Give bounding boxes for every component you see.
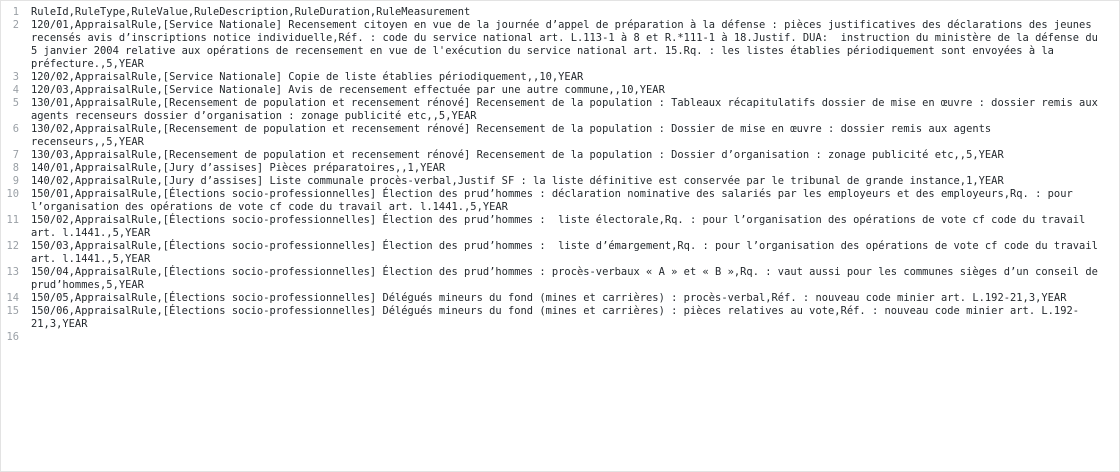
vertical-scrollbar[interactable] xyxy=(1111,1,1119,471)
line-number: 8 xyxy=(12,162,19,174)
line-number: 2 xyxy=(12,19,19,31)
line-text[interactable]: 130/02,AppraisalRule,[Recensement de population et recensement rénové] Recensement de la population : Dossier de mise en œuvre : dossier remis aux agents recenseurs,,5,YEAR xyxy=(31,123,998,148)
line-number: 10 xyxy=(6,188,19,200)
code-line[interactable] xyxy=(1,175,1119,188)
line-text[interactable]: 150/01,AppraisalRule,[Élections socio-professionnelles] Élection des prud’hommes : déclaration nominative des salariés par les employeurs et des employeurs,Rq. : pour l’organisation des opérations de vote cf code du travail art. l.1441.,5,YEAR xyxy=(31,188,1080,213)
line-number: 3 xyxy=(12,71,19,83)
line-number: 4 xyxy=(12,84,19,96)
code-line[interactable] xyxy=(1,331,1119,344)
line-number: 5 xyxy=(12,97,19,109)
line-text[interactable]: 140/02,AppraisalRule,[Jury d’assises] Liste communale procès-verbal,Justif SF : la liste définitive est conservée par le tribunal de grande instance,1,YEAR xyxy=(31,175,1004,187)
line-text[interactable]: 120/03,AppraisalRule,[Service Nationale] Avis de recensement effectuée par une autre commune,,10,YEAR xyxy=(31,84,665,96)
code-line[interactable] xyxy=(1,71,1119,84)
code-lines[interactable] xyxy=(1,1,1119,344)
line-number: 11 xyxy=(6,214,19,226)
line-text[interactable]: 150/05,AppraisalRule,[Élections socio-professionnelles] Délégués mineurs du fond (mines et carrières) : procès-verbal,Réf. : nouveau code minier art. L.192-21,3,YEAR xyxy=(31,292,1067,304)
line-number: 15 xyxy=(6,305,19,317)
line-number: 9 xyxy=(12,175,19,187)
code-line[interactable] xyxy=(1,188,1119,214)
code-line[interactable] xyxy=(1,123,1119,149)
line-number: 14 xyxy=(6,292,19,304)
line-number: 13 xyxy=(6,266,19,278)
line-text[interactable]: 150/03,AppraisalRule,[Élections socio-professionnelles] Élection des prud’hommes : liste d’émargement,Rq. : pour l’organisation des opérations de vote cf code du travail art. l.1441.,5,YEAR xyxy=(31,240,1105,265)
code-line[interactable] xyxy=(1,162,1119,175)
line-text[interactable]: 140/01,AppraisalRule,[Jury d’assises] Pièces préparatoires,,1,YEAR xyxy=(31,162,446,174)
line-text[interactable]: 130/01,AppraisalRule,[Recensement de population et recensement rénové] Recensement de la population : Tableaux récapitulatifs dossier de mise en œuvre : dossier remis aux agents recenseurs dossier d’organisation : zonage publicité etc,,5,YEAR xyxy=(31,97,1105,122)
code-line[interactable] xyxy=(1,240,1119,266)
line-text[interactable]: 150/04,AppraisalRule,[Élections socio-professionnelles] Élection des prud’hommes : procès-verbaux « A » et « B »,Rq. : vaut aussi pour les communes sièges d’un conseil de prud’hommes,5,YEAR xyxy=(31,266,1105,291)
line-number: 1 xyxy=(12,6,19,18)
code-line[interactable] xyxy=(1,84,1119,97)
code-line[interactable] xyxy=(1,19,1119,71)
code-line[interactable] xyxy=(1,292,1119,305)
line-number: 12 xyxy=(6,240,19,252)
line-text[interactable]: 150/06,AppraisalRule,[Élections socio-professionnelles] Délégués mineurs du fond (mines et carrières) : pièces relatives au vote,Réf. : nouveau code minier art. L.192-21,3,YEAR xyxy=(31,305,1080,330)
code-line[interactable] xyxy=(1,149,1119,162)
line-number: 7 xyxy=(12,149,19,161)
code-line[interactable] xyxy=(1,97,1119,123)
line-number: 6 xyxy=(12,123,19,135)
code-line[interactable] xyxy=(1,266,1119,292)
code-line[interactable] xyxy=(1,214,1119,240)
line-number: 16 xyxy=(6,331,19,343)
line-text[interactable]: 130/03,AppraisalRule,[Recensement de population et recensement rénové] Recensement de la population : Dossier d’organisation : zonage publicité etc,,5,YEAR xyxy=(31,149,1004,161)
code-line[interactable] xyxy=(1,6,1119,19)
line-text[interactable] xyxy=(31,331,1119,344)
line-text[interactable]: RuleId,RuleType,RuleValue,RuleDescription,RuleDuration,RuleMeasurement xyxy=(31,6,471,18)
line-text[interactable]: 120/01,AppraisalRule,[Service Nationale] Recensement citoyen en vue de la journée d’appel de préparation à la défense : pièces justificatives des déclarations des jeunes recensés avis d’inscriptions notice individuelle,Réf. : code du service national art. L.113-1 à 8 et R.*111-1 à 18.Justif. DUA: instruction du ministère de la défense du 5 janvier 2004 relative aux opérations de recensement en vue de l'exécution du service national art. 15.Rq. : les listes établies périodiquement sont envoyées à la préfecture.,5,YEAR xyxy=(31,19,1105,70)
line-text[interactable]: 120/02,AppraisalRule,[Service Nationale] Copie de liste établies périodiquement,,10,YEAR xyxy=(31,71,584,83)
line-text[interactable]: 150/02,AppraisalRule,[Élections socio-professionnelles] Élection des prud’hommes : liste électorale,Rq. : pour l’organisation des opérations de vote cf code du travail art. l.1441.,5,YEAR xyxy=(31,214,1092,239)
code-line[interactable] xyxy=(1,305,1119,331)
